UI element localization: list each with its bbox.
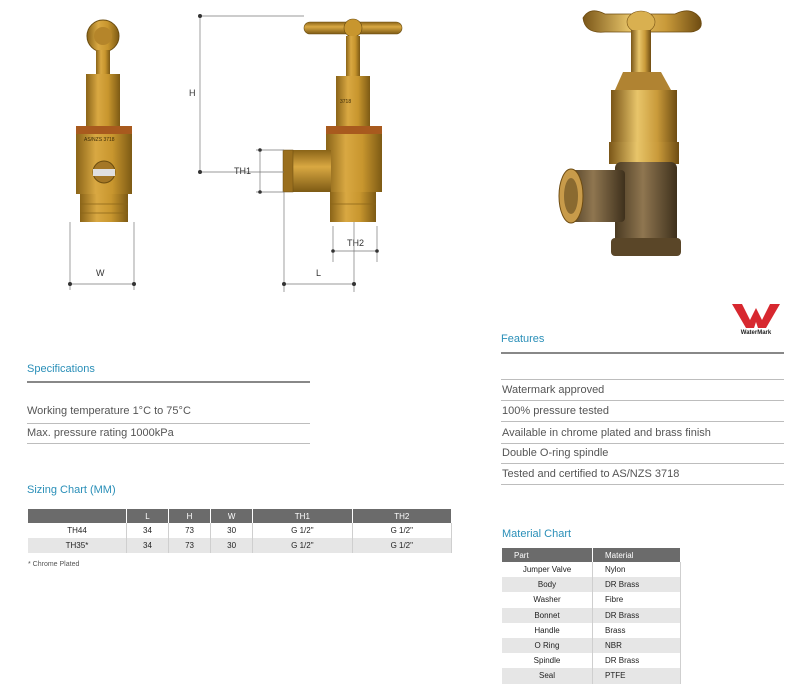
sizing-cell: G 1/2" bbox=[352, 523, 451, 538]
material-row bbox=[502, 608, 681, 623]
watermark-icon bbox=[730, 302, 782, 330]
sizing-row bbox=[28, 538, 452, 553]
material-cell: DR Brass bbox=[593, 577, 681, 592]
material-cell: DR Brass bbox=[593, 653, 681, 668]
sizing-cell: G 1/2" bbox=[253, 538, 352, 553]
watermark-label: WaterMark bbox=[740, 330, 772, 336]
sizing-chart-title: Sizing Chart (MM) bbox=[27, 484, 116, 496]
sizing-cell: 30 bbox=[211, 538, 253, 553]
watermark-logo bbox=[730, 302, 782, 342]
sizing-header: W bbox=[211, 509, 253, 523]
material-cell: DR Brass bbox=[593, 608, 681, 623]
part-cell: Body bbox=[502, 577, 593, 592]
l-label: L bbox=[316, 268, 322, 278]
divider bbox=[501, 400, 784, 401]
part-cell: Bonnet bbox=[502, 608, 593, 623]
technical-drawing bbox=[0, 0, 470, 310]
material-header: Part bbox=[502, 548, 593, 562]
material-row bbox=[502, 668, 681, 683]
sizing-header bbox=[28, 509, 126, 523]
sizing-header: L bbox=[126, 509, 168, 523]
sizing-cell: TH44 bbox=[28, 523, 126, 538]
part-cell: Jumper Valve bbox=[502, 562, 593, 577]
divider bbox=[27, 443, 310, 444]
material-row bbox=[502, 577, 681, 592]
material-table bbox=[502, 548, 681, 684]
material-row bbox=[502, 562, 681, 577]
sizing-cell: 34 bbox=[126, 538, 168, 553]
part-cell: Handle bbox=[502, 623, 593, 638]
th2-dimension bbox=[331, 226, 379, 262]
h-label: H bbox=[189, 88, 196, 98]
feature-item: 100% pressure tested bbox=[502, 405, 610, 417]
material-header-row bbox=[502, 548, 681, 562]
sizing-cell: G 1/2" bbox=[253, 523, 352, 538]
material-row bbox=[502, 623, 681, 638]
divider bbox=[501, 463, 784, 464]
w-dimension bbox=[68, 222, 136, 290]
part-cell: Seal bbox=[502, 668, 593, 683]
specifications-rule bbox=[27, 381, 310, 383]
features-rule bbox=[501, 352, 784, 354]
feature-item: Tested and certified to AS/NZS 3718 bbox=[502, 468, 680, 480]
side-body-marking: 3718 bbox=[340, 99, 352, 105]
sizing-row bbox=[28, 523, 452, 538]
w-label: W bbox=[96, 268, 105, 278]
material-row bbox=[502, 638, 681, 653]
th1-dimension bbox=[234, 148, 284, 194]
product-photo bbox=[545, 2, 735, 264]
material-row bbox=[502, 592, 681, 607]
features-title: Features bbox=[501, 333, 545, 345]
spec-item: Working temperature 1°C to 75°C bbox=[27, 405, 191, 417]
front-view bbox=[76, 20, 132, 222]
material-cell: NBR bbox=[593, 638, 681, 653]
specifications-title: Specifications bbox=[27, 363, 95, 375]
part-cell: O Ring bbox=[502, 638, 593, 653]
sizing-cell: TH35* bbox=[28, 538, 126, 553]
sizing-cell: G 1/2" bbox=[352, 538, 451, 553]
material-chart-title: Material Chart bbox=[502, 528, 572, 540]
feature-item: Available in chrome plated and brass finish bbox=[502, 427, 711, 439]
divider bbox=[501, 379, 784, 380]
feature-item: Watermark approved bbox=[502, 384, 605, 396]
front-body-marking: AS/NZS 3718 bbox=[84, 137, 115, 143]
sizing-header: H bbox=[169, 509, 211, 523]
feature-item: Double O-ring spindle bbox=[502, 447, 609, 459]
material-header: Material bbox=[593, 548, 681, 562]
spec-item: Max. pressure rating 1000kPa bbox=[27, 427, 174, 439]
side-view bbox=[283, 19, 402, 222]
part-cell: Washer bbox=[502, 592, 593, 607]
sizing-cell: 73 bbox=[169, 523, 211, 538]
divider bbox=[501, 443, 784, 444]
sizing-header: TH1 bbox=[253, 509, 352, 523]
sizing-header: TH2 bbox=[352, 509, 451, 523]
sizing-cell: 73 bbox=[169, 538, 211, 553]
sizing-footnote: * Chrome Plated bbox=[28, 561, 80, 568]
th2-label: TH2 bbox=[347, 238, 365, 248]
divider bbox=[27, 423, 310, 424]
divider bbox=[501, 484, 784, 485]
divider bbox=[501, 421, 784, 422]
part-cell: Spindle bbox=[502, 653, 593, 668]
sizing-table bbox=[28, 509, 452, 553]
material-cell: PTFE bbox=[593, 668, 681, 683]
material-cell: Brass bbox=[593, 623, 681, 638]
material-cell: Fibre bbox=[593, 592, 681, 607]
sizing-cell: 34 bbox=[126, 523, 168, 538]
th1-label: TH1 bbox=[234, 166, 252, 176]
sizing-header-row bbox=[28, 509, 452, 523]
material-row bbox=[502, 653, 681, 668]
material-cell: Nylon bbox=[593, 562, 681, 577]
sizing-cell: 30 bbox=[211, 523, 253, 538]
